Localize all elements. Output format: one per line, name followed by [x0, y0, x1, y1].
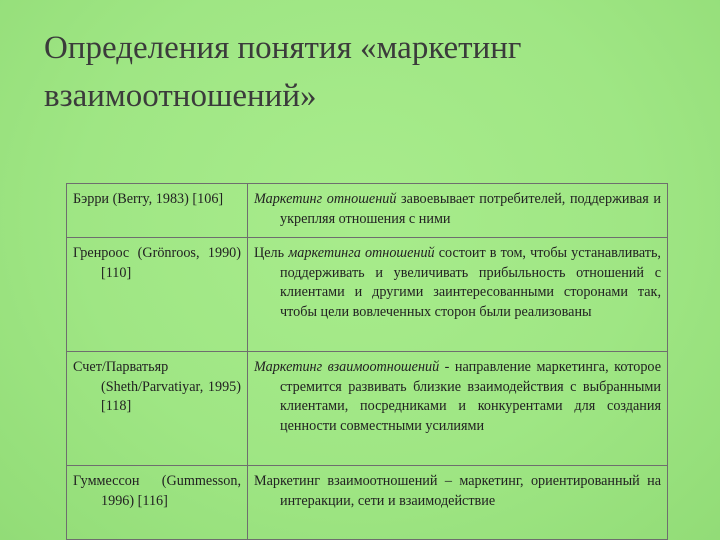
definition-cell — [248, 466, 668, 540]
table-row — [67, 466, 668, 540]
title-line-1: Определения понятия «маркетинг — [44, 30, 522, 66]
definitions-table — [66, 183, 668, 540]
author-cell — [67, 184, 248, 238]
author-text: Счет/Парватьяр (Sheth/Parvatiyar, 1995) [118] — [73, 359, 241, 414]
definition-segment: - направление маркетинга, которое стремится развивать близкие взаимодействия с выбранными клиентами, посредниками и конкурентами для создания ценности совместными усилиями — [280, 359, 661, 434]
author-text: Гуммессон (Gummesson, 1996) [116] — [73, 473, 241, 509]
title-line-2: взаимоотношений» — [44, 78, 317, 114]
definition-cell — [248, 352, 668, 466]
definition-segment: состоит в том, чтобы устанавливать, поддерживать и увеличивать прибыльность отношений с клиентами и другими заинтересованными сторонами так, чтобы цели вовлеченных сторон были реализованы — [280, 245, 661, 320]
definition-cell — [248, 238, 668, 352]
definition-segment: Цель — [254, 245, 289, 261]
definition-text — [254, 472, 661, 511]
author-cell — [67, 352, 248, 466]
table-row — [67, 238, 668, 352]
definition-segment: завоевывает потребителей, поддерживая и укрепляя отношения с ними — [280, 191, 661, 227]
author-cell — [67, 466, 248, 540]
definition-text — [254, 358, 661, 436]
definition-cell — [248, 184, 668, 238]
author-text: Гренроос (Grönroos, 1990) [110] — [73, 245, 241, 281]
definition-term: Маркетинг отношений — [254, 191, 397, 207]
table-row — [67, 184, 668, 238]
definition-text — [254, 244, 661, 322]
table-row — [67, 352, 668, 466]
author-text: Бэрри (Berry, 1983) [106] — [73, 191, 224, 207]
author-cell — [67, 238, 248, 352]
definition-term: маркетинга отношений — [288, 245, 435, 261]
definition-text — [254, 190, 661, 229]
page-title — [44, 24, 684, 120]
definition-term: Маркетинг взаимоотношений — [254, 359, 440, 375]
definition-segment: Маркетинг взаимоотношений – маркетинг, ориентированный на интеракции, сети и взаимодействие — [254, 473, 661, 509]
